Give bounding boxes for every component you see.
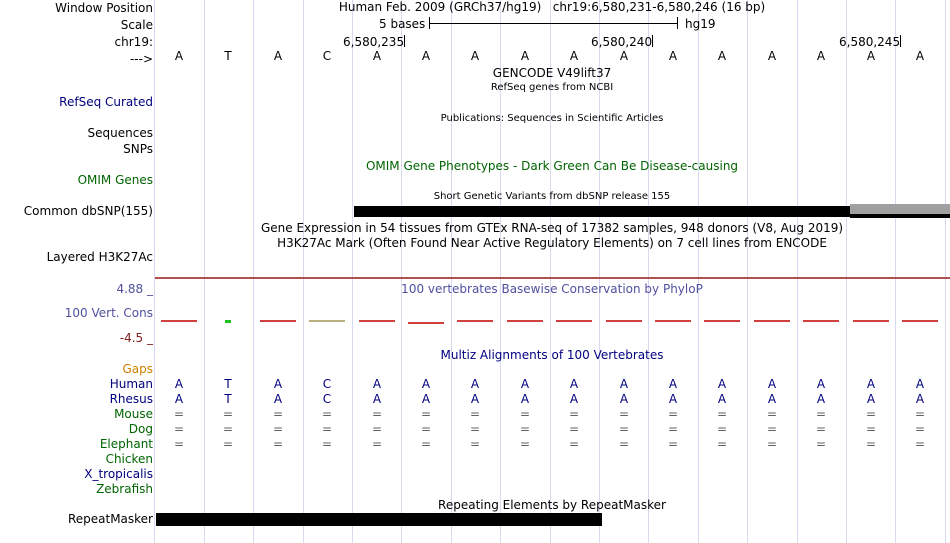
- base-letter: A: [717, 392, 727, 406]
- base-letter: A: [273, 377, 283, 391]
- base-letter: =: [568, 437, 580, 451]
- repeat-element-bar[interactable]: [156, 513, 602, 526]
- multiz-track-title[interactable]: Multiz Alignments of 100 Vertebrates: [440, 348, 664, 362]
- conservation-mark: [408, 322, 444, 324]
- vert-cons-label[interactable]: 100 Vert. Cons: [64, 306, 153, 320]
- base-letter: C: [322, 392, 332, 406]
- base-letter: A: [866, 392, 876, 406]
- conservation-mark: [161, 320, 197, 322]
- base-letter: C: [322, 49, 332, 63]
- base-letter: A: [470, 377, 480, 391]
- conservation-mark: [309, 320, 345, 322]
- repeatmasker-label[interactable]: RepeatMasker: [67, 512, 153, 526]
- zebrafish-label[interactable]: Zebrafish: [96, 482, 153, 496]
- base-letter: T: [224, 49, 232, 63]
- dbsnp-variant-gray-bar[interactable]: [850, 204, 950, 214]
- base-letter: =: [716, 437, 728, 451]
- grid-line: [895, 0, 896, 543]
- repeatmasker-track-title[interactable]: Repeating Elements by RepeatMasker: [438, 498, 666, 512]
- base-letter: =: [173, 437, 185, 451]
- dbsnp-track-title[interactable]: Short Genetic Variants from dbSNP release 155: [433, 191, 671, 202]
- base-letter: A: [668, 377, 678, 391]
- base-letter: A: [470, 49, 480, 63]
- conservation-mark: [902, 320, 938, 322]
- mouse-label[interactable]: Mouse: [114, 407, 153, 421]
- scale-bar-right-tick: [677, 17, 678, 29]
- grid-line: [945, 0, 946, 543]
- base-letter: T: [224, 392, 232, 406]
- base-letter: A: [619, 49, 629, 63]
- conservation-mark: [359, 320, 395, 322]
- chicken-label[interactable]: Chicken: [105, 452, 153, 466]
- base-letter: A: [372, 49, 382, 63]
- chrom-label: chr19:: [114, 35, 153, 49]
- base-letter: =: [618, 407, 630, 421]
- conservation-mark: [225, 320, 231, 323]
- base-letter: =: [914, 407, 926, 421]
- base-letter: A: [767, 49, 777, 63]
- base-letter: A: [668, 392, 678, 406]
- dog-label[interactable]: Dog: [128, 422, 153, 436]
- base-letter: =: [222, 437, 234, 451]
- conservation-mark: [754, 320, 790, 322]
- base-letter: =: [568, 407, 580, 421]
- base-letter: =: [420, 407, 432, 421]
- strand-label[interactable]: --->: [129, 52, 153, 66]
- base-letter: =: [815, 422, 827, 436]
- base-letter: =: [469, 437, 481, 451]
- phylop-track-title[interactable]: 100 vertebrates Basewise Conservation by PhyloP: [401, 282, 703, 296]
- refseq-curated-label[interactable]: RefSeq Curated: [59, 95, 153, 109]
- base-letter: A: [520, 377, 530, 391]
- base-letter: =: [519, 407, 531, 421]
- base-letter: A: [915, 49, 925, 63]
- conservation-mark: [704, 320, 740, 322]
- base-letter: =: [321, 437, 333, 451]
- base-letter: A: [174, 49, 184, 63]
- base-letter: A: [619, 377, 629, 391]
- base-letter: =: [371, 407, 383, 421]
- gtex-track-title[interactable]: Gene Expression in 54 tissues from GTEx RNA-seq of 17382 samples, 948 donors (V8, Aug 2019): [260, 221, 844, 235]
- dbsnp-variant-bar[interactable]: [354, 206, 850, 217]
- base-letter: A: [520, 392, 530, 406]
- rhesus-label[interactable]: Rhesus: [109, 392, 153, 406]
- conservation-mark: [606, 320, 642, 322]
- scale-label: Scale: [120, 18, 153, 32]
- base-letter: A: [866, 49, 876, 63]
- base-letter: A: [569, 49, 579, 63]
- assembly-position-text: Human Feb. 2009 (GRCh37/hg19) chr19:6,580,231-6,580,246 (16 bp): [338, 0, 766, 14]
- base-letter: A: [619, 392, 629, 406]
- omim-genes-label[interactable]: OMIM Genes: [77, 173, 153, 187]
- base-letter: =: [272, 407, 284, 421]
- base-letter: =: [914, 437, 926, 451]
- scale-text: 5 bases: [379, 17, 426, 31]
- base-letter: A: [372, 377, 382, 391]
- ruler-tick: [404, 35, 405, 47]
- common-dbsnp-label[interactable]: Common dbSNP(155): [23, 204, 153, 218]
- base-letter: A: [767, 377, 777, 391]
- base-letter: =: [914, 422, 926, 436]
- base-letter: A: [421, 377, 431, 391]
- grid-line: [846, 0, 847, 543]
- h3k27ac-track-title[interactable]: H3K27Ac Mark (Often Found Near Active Regulatory Elements) on 7 cell lines from ENCODE: [277, 236, 827, 250]
- scale-db-text: hg19: [685, 17, 716, 31]
- track-separator: [155, 277, 950, 279]
- base-letter: =: [568, 422, 580, 436]
- grid-line: [747, 0, 748, 543]
- base-letter: =: [222, 407, 234, 421]
- base-letter: C: [322, 377, 332, 391]
- base-letter: =: [865, 407, 877, 421]
- grid-line: [698, 0, 699, 543]
- base-letter: A: [569, 377, 579, 391]
- cons-max-label: 4.88 _: [116, 282, 153, 296]
- ruler-tick-label: 6,580,240: [591, 35, 653, 49]
- base-letter: A: [816, 377, 826, 391]
- base-letter: =: [321, 422, 333, 436]
- base-letter: =: [173, 407, 185, 421]
- grid-line: [253, 0, 254, 543]
- base-letter: =: [519, 437, 531, 451]
- base-letter: =: [618, 422, 630, 436]
- omim-track-title[interactable]: OMIM Gene Phenotypes - Dark Green Can Be Disease-causing: [365, 159, 739, 173]
- base-letter: =: [272, 437, 284, 451]
- grid-line: [352, 0, 353, 543]
- grid-line: [451, 0, 452, 543]
- snps-label[interactable]: SNPs: [123, 142, 153, 156]
- base-letter: A: [717, 377, 727, 391]
- base-letter: A: [372, 392, 382, 406]
- publications-track-title[interactable]: Publications: Sequences in Scientific Articles: [440, 113, 664, 124]
- cons-min-label: -4.5 _: [119, 331, 153, 345]
- base-letter: A: [816, 49, 826, 63]
- gaps-label[interactable]: Gaps: [122, 362, 153, 376]
- base-letter: A: [668, 49, 678, 63]
- base-letter: A: [174, 392, 184, 406]
- grid-line: [303, 0, 304, 543]
- sequences-label[interactable]: Sequences: [87, 126, 153, 140]
- base-letter: =: [469, 422, 481, 436]
- base-letter: A: [273, 49, 283, 63]
- ruler-tick-label: 6,580,245: [839, 35, 901, 49]
- grid-line: [401, 0, 402, 543]
- base-letter: A: [470, 392, 480, 406]
- base-letter: A: [915, 392, 925, 406]
- layered-h3k27ac-label[interactable]: Layered H3K27Ac: [46, 250, 153, 264]
- base-letter: A: [520, 49, 530, 63]
- grid-line: [204, 0, 205, 543]
- window-position-label: Window Position: [55, 1, 153, 15]
- base-letter: =: [420, 422, 432, 436]
- base-letter: =: [766, 422, 778, 436]
- elephant-label[interactable]: Elephant: [99, 437, 153, 451]
- conservation-mark: [556, 320, 592, 322]
- base-letter: A: [816, 392, 826, 406]
- scale-bar: [429, 23, 677, 24]
- human-label[interactable]: Human: [109, 377, 153, 391]
- base-letter: A: [569, 392, 579, 406]
- conservation-mark: [457, 320, 493, 322]
- base-letter: =: [815, 407, 827, 421]
- base-letter: =: [667, 422, 679, 436]
- conservation-mark: [655, 320, 691, 322]
- conservation-mark: [507, 320, 543, 322]
- base-letter: =: [519, 422, 531, 436]
- grid-line: [154, 0, 155, 543]
- base-letter: =: [716, 407, 728, 421]
- base-letter: A: [866, 377, 876, 391]
- base-letter: =: [272, 422, 284, 436]
- base-letter: =: [371, 422, 383, 436]
- base-letter: =: [667, 407, 679, 421]
- base-letter: =: [766, 437, 778, 451]
- base-letter: =: [766, 407, 778, 421]
- xtropicalis-label[interactable]: X_tropicalis: [84, 467, 153, 481]
- base-letter: =: [815, 437, 827, 451]
- base-letter: =: [716, 422, 728, 436]
- base-letter: =: [222, 422, 234, 436]
- conservation-mark: [803, 320, 839, 322]
- conservation-mark: [260, 320, 296, 322]
- ruler-tick-label: 6,580,235: [343, 35, 405, 49]
- dbsnp-variant-gray-bar-base[interactable]: [850, 214, 950, 218]
- gencode-track-title[interactable]: GENCODE V49lift37: [492, 66, 612, 80]
- base-letter: =: [469, 407, 481, 421]
- base-letter: =: [371, 437, 383, 451]
- base-letter: A: [421, 49, 431, 63]
- grid-line: [797, 0, 798, 543]
- base-letter: T: [224, 377, 232, 391]
- base-letter: =: [173, 422, 185, 436]
- base-letter: A: [915, 377, 925, 391]
- base-letter: A: [767, 392, 777, 406]
- ruler-tick: [900, 35, 901, 47]
- base-letter: =: [618, 437, 630, 451]
- base-letter: A: [273, 392, 283, 406]
- base-letter: A: [174, 377, 184, 391]
- base-letter: =: [420, 437, 432, 451]
- grid-line: [648, 0, 649, 543]
- base-letter: =: [321, 407, 333, 421]
- conservation-mark: [853, 320, 889, 322]
- base-letter: A: [717, 49, 727, 63]
- base-letter: =: [667, 437, 679, 451]
- base-letter: A: [421, 392, 431, 406]
- ruler-tick: [652, 35, 653, 47]
- refseq-genes-title[interactable]: RefSeq genes from NCBI: [490, 82, 614, 93]
- base-letter: =: [865, 422, 877, 436]
- base-letter: =: [865, 437, 877, 451]
